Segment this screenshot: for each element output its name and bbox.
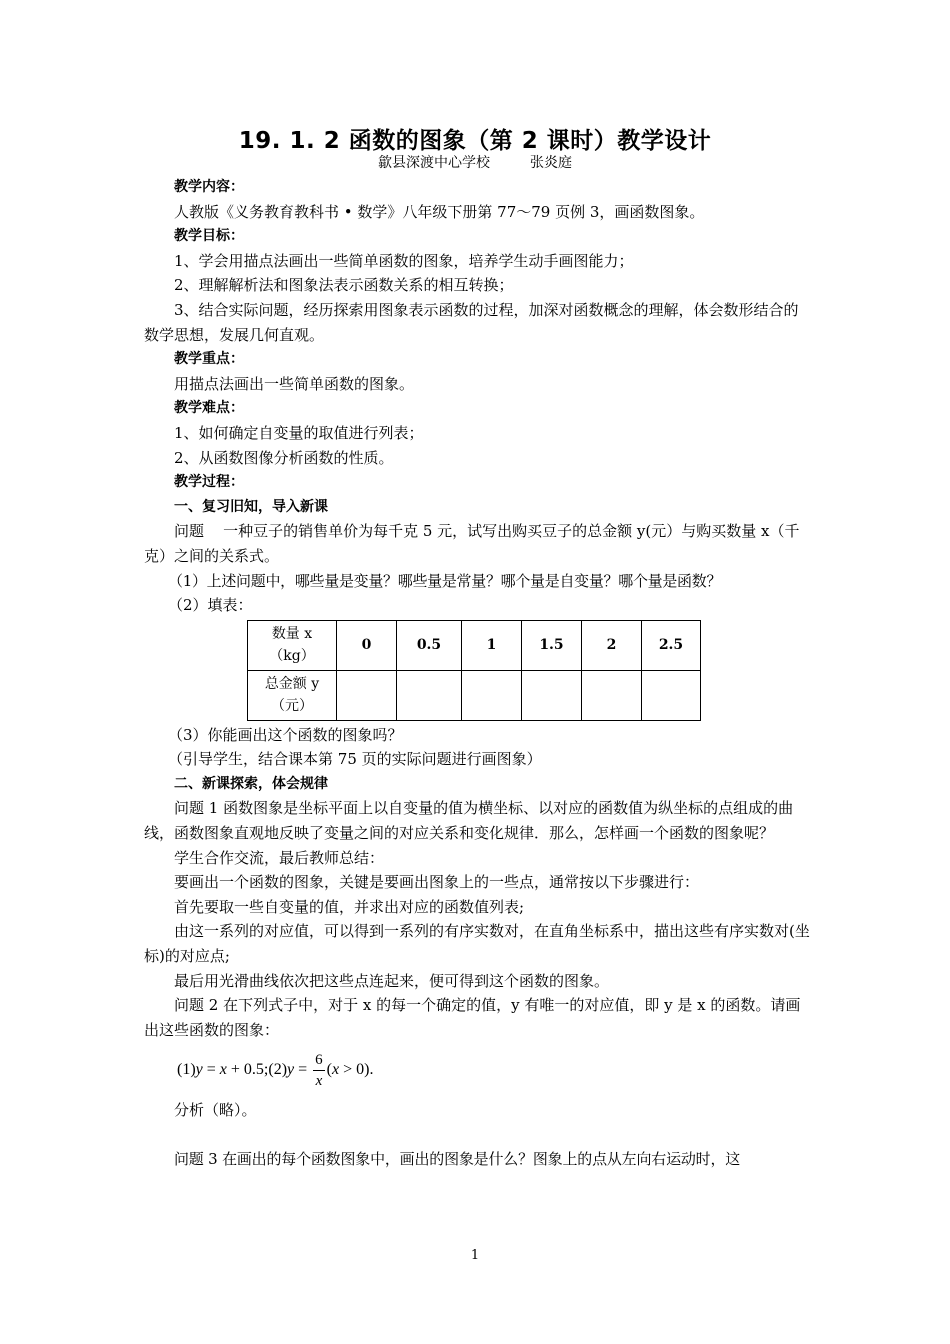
paragraph: 最后用光滑曲线依次把这些点连起来，便可得到这个函数的图象。 [174,971,610,990]
heading-review: 一、复习旧知，导入新课 [174,498,328,515]
author-line: 歙县深渡中心学校 张炎庭 [377,155,573,171]
heading-goal: 教学目标： [174,228,244,245]
table-cell-empty [462,670,522,720]
paragraph: 1、如何确定自变量的取值进行列表； [174,423,424,442]
heading-key: 教学重点： [174,351,244,368]
table-cell: 1.5 [522,620,582,670]
table-cell-empty [337,670,397,720]
paragraph: 分析（略）。 [174,1101,257,1120]
paragraph: 问题 1 函数图象是坐标平面上以自变量的值为横坐标、以对应的函数值为纵坐标的点组成的曲线，函数图象直观地反映了变量之间的对应关系和变化规律．那么，怎样画一个函数的图象呢？ [144,799,794,843]
paragraph: 由这一系列的对应值，可以得到一系列的有序实数对，在直角坐标系中，描出这些有序实数对(坐标)的对应点; [144,922,810,966]
fill-table [247,620,701,721]
table-row [248,620,701,670]
heading-process: 教学过程： [174,474,244,491]
paragraph: 2、理解解析法和图象法表示函数关系的相互转换； [174,276,514,295]
table-cell-empty [582,670,642,720]
paragraph: （1）上述问题中，哪些量是变量？哪些量是常量？哪个量是自变量？哪个量是函数？ [168,571,722,590]
paragraph: 问题 3 在画出的每个函数图象中，画出的图象是什么？图象上的点从左向右运动时，这 [174,1150,741,1168]
table-cell: 1 [462,620,522,670]
table-cell: 0.5 [397,620,462,670]
paragraph: 3、结合实际问题，经历探索用图象表示函数的过程，加深对函数概念的理解，体会数形结合的数学思想，发展几何直观。 [144,300,799,344]
table-cell: 2.5 [642,620,701,670]
paragraph: 问题 一种豆子的销售单价为每千克 5 元，试写出购买豆子的总金额 y(元）与购买数量 x（千克）之间的关系式。 [144,522,800,565]
table-cell-empty [522,670,582,720]
spacer [144,1123,810,1147]
table-row [248,670,701,720]
heading-explore: 二、新课探索，体会规律 [174,775,328,792]
paragraph: 首先要取一些自变量的值，并求出对应的函数值列表; [174,897,525,916]
paragraph: 学生合作交流，最后教师总结： [174,848,385,867]
heading-difficulty: 教学难点： [174,400,244,417]
table-row-header: 总金额 y （元） [248,670,337,720]
table-cell: 2 [582,620,642,670]
table-cell-empty [642,670,701,720]
paragraph: 用描点法画出一些简单函数的图象。 [174,374,415,393]
table-cell: 0 [337,620,397,670]
paragraph: （引导学生，结合课本第 75 页的实际问题进行画图象） [168,750,542,769]
page-number: 1 [470,1248,480,1263]
heading-content: 教学内容： [174,179,244,195]
paragraph: 1、学会用描点法画出一些简单函数的图象，培养学生动手画图能力； [174,251,634,270]
document-title: 19. 1. 2 函数的图象（第 2 课时）教学设计 [238,128,712,154]
paragraph: （2）填表： [168,596,253,615]
paragraph: （3）你能画出这个函数的图象吗？ [168,725,403,744]
document-body [144,175,810,1172]
paragraph: 人教版《义务教育教科书 • 数学》八年级下册第 77～79 页例 3，画函数图象。 [174,202,705,221]
paragraph: 2、从函数图像分析函数的性质。 [174,448,394,467]
paragraph: 问题 2 在下列式子中，对于 x 的每一个确定的值，y 有唯一的对应值，即 y 是 x 的函数。请画出这些函数的图象： [144,996,801,1039]
formula: (1) y = x + 0.5;(2) y = $\frac{6}{x}$ ( x > 0). [177,1051,374,1089]
table-row-header: 数量 x （kg） [248,620,337,670]
paragraph: 要画出一个函数的图象，关键是要画出图象上的一些点，通常按以下步骤进行： [174,873,700,892]
table-cell-empty [397,670,462,720]
fraction: $\frac{6}{x}$ [315,1051,323,1089]
